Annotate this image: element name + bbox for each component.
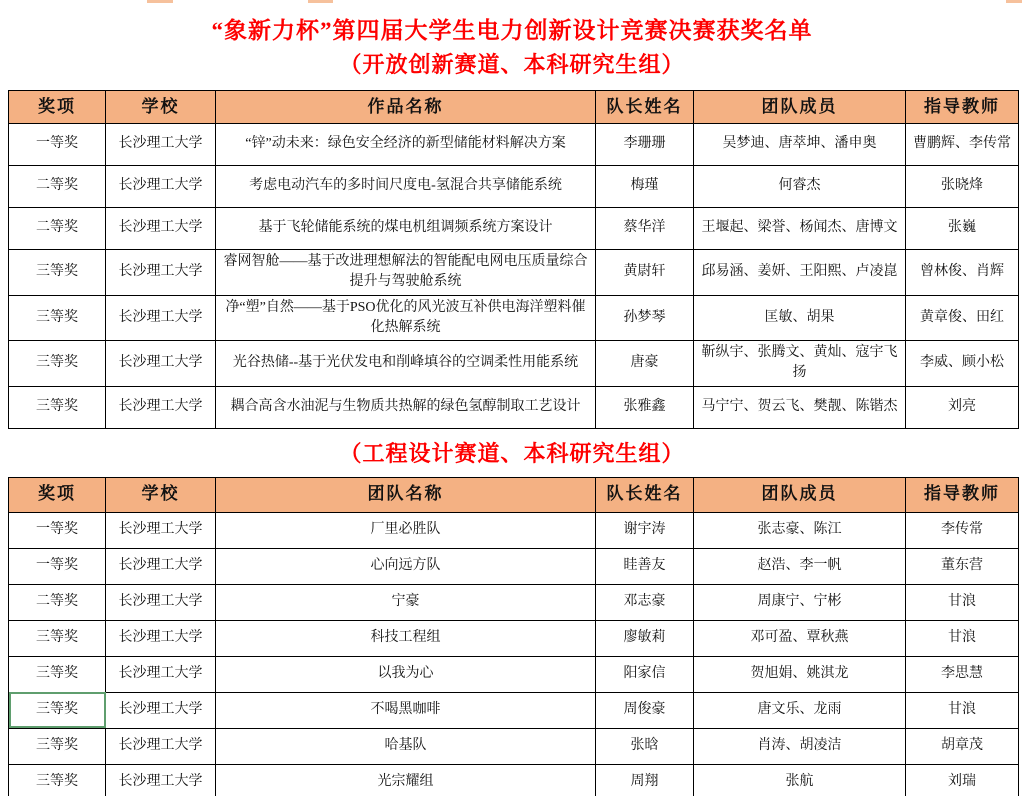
table-cell[interactable]: 甘浪 — [906, 584, 1019, 620]
table-cell[interactable]: 长沙理工大学 — [106, 341, 216, 387]
section-title: （工程设计赛道、本科研究生组） — [339, 441, 685, 467]
table-cell[interactable]: 李威、顾小松 — [906, 341, 1019, 387]
table-cell[interactable]: 长沙理工大学 — [106, 728, 216, 764]
table-cell[interactable]: 廖敏莉 — [596, 620, 694, 656]
table-cell[interactable]: 长沙理工大学 — [106, 295, 216, 341]
table-cell[interactable]: 甘浪 — [906, 692, 1019, 728]
table-cell[interactable]: 董东营 — [906, 548, 1019, 584]
top-edge-gridline-strip — [0, 0, 1024, 4]
table-cell[interactable]: 周康宁、宁彬 — [694, 584, 906, 620]
table-cell[interactable]: 三等奖 — [9, 386, 106, 428]
table-cell[interactable]: 唐文乐、龙雨 — [694, 692, 906, 728]
column-header[interactable]: 团队名称 — [216, 477, 596, 512]
table-cell[interactable]: 邓可盈、覃秋燕 — [694, 620, 906, 656]
table-row — [9, 208, 1019, 250]
table-cell[interactable]: 不喝黑咖啡 — [216, 692, 596, 728]
table-cell[interactable]: 王堰起、梁誉、杨闻杰、唐博文 — [694, 208, 906, 250]
table-cell[interactable]: 长沙理工大学 — [106, 124, 216, 166]
selected-cell[interactable]: 三等奖 — [9, 692, 106, 728]
table-cell[interactable]: 长沙理工大学 — [106, 764, 216, 796]
table-cell[interactable]: 蔡华洋 — [596, 208, 694, 250]
table-cell[interactable]: 宁豪 — [216, 584, 596, 620]
table-cell[interactable]: 长沙理工大学 — [106, 250, 216, 296]
table-cell[interactable]: 三等奖 — [9, 341, 106, 387]
table-row — [9, 250, 1019, 296]
table-cell[interactable]: 张巍 — [906, 208, 1019, 250]
table-cell[interactable]: 邱易涵、姜妍、王阳熙、卢凌崑 — [694, 250, 906, 296]
table-header-row — [9, 91, 1019, 124]
table-row — [9, 692, 1019, 728]
table-cell[interactable]: 长沙理工大学 — [106, 620, 216, 656]
table-cell[interactable]: 周翔 — [596, 764, 694, 796]
table-row — [9, 124, 1019, 166]
table-cell[interactable]: 肖涛、胡凌洁 — [694, 728, 906, 764]
table-row — [9, 341, 1019, 387]
table-cell[interactable]: 三等奖 — [9, 620, 106, 656]
table-cell[interactable]: 吴梦迪、唐萃坤、潘申奥 — [694, 124, 906, 166]
table-cell[interactable]: 张志豪、陈江 — [694, 512, 906, 548]
table-cell[interactable]: 黄章俊、田红 — [906, 295, 1019, 341]
table-cell[interactable]: 三等奖 — [9, 250, 106, 296]
table-cell[interactable]: 基于飞轮储能系统的煤电机组调频系统方案设计 — [216, 208, 596, 250]
table-cell[interactable]: 何睿杰 — [694, 166, 906, 208]
table-cell[interactable]: 贺旭娟、姚淇龙 — [694, 656, 906, 692]
table-row — [9, 620, 1019, 656]
table-cell[interactable]: 李思慧 — [906, 656, 1019, 692]
column-header[interactable]: 学校 — [106, 91, 216, 124]
table-row — [9, 295, 1019, 341]
table-cell[interactable]: 张晗 — [596, 728, 694, 764]
column-header[interactable]: 奖项 — [9, 477, 106, 512]
table-row — [9, 166, 1019, 208]
table-cell[interactable]: 三等奖 — [9, 656, 106, 692]
table-cell[interactable]: 耦合高含水油泥与生物质共热解的绿色氢醇制取工艺设计 — [216, 386, 596, 428]
table-cell[interactable]: 李传常 — [906, 512, 1019, 548]
column-header[interactable]: 指导教师 — [906, 477, 1019, 512]
table-row — [9, 656, 1019, 692]
table-cell[interactable]: 心向远方队 — [216, 548, 596, 584]
top-edge-artifact — [308, 0, 333, 3]
table-row — [9, 386, 1019, 428]
column-header[interactable]: 队长姓名 — [596, 91, 694, 124]
table-cell[interactable]: 以我为心 — [216, 656, 596, 692]
table-cell[interactable]: 黄尉轩 — [596, 250, 694, 296]
table-cell[interactable]: 邓志豪 — [596, 584, 694, 620]
table-cell[interactable]: 三等奖 — [9, 728, 106, 764]
table-cell[interactable]: 匡敏、胡果 — [694, 295, 906, 341]
column-header[interactable]: 团队成员 — [694, 91, 906, 124]
table-cell[interactable]: 一等奖 — [9, 124, 106, 166]
table-row — [9, 728, 1019, 764]
table-cell[interactable]: 长沙理工大学 — [106, 584, 216, 620]
title-line-2: （开放创新赛道、本科研究生组） — [339, 51, 685, 77]
table-cell[interactable]: 睿网智舱——基于改进理想解法的智能配电网电压质量综合提升与驾驶舱系统 — [216, 250, 596, 296]
table-cell[interactable]: 张雅鑫 — [596, 386, 694, 428]
table-body — [9, 512, 1019, 796]
table-cell[interactable]: 二等奖 — [9, 166, 106, 208]
header-row — [9, 477, 1019, 512]
header-row — [9, 91, 1019, 124]
table-cell[interactable]: 哈基队 — [216, 728, 596, 764]
table-cell[interactable]: 马宁宁、贺云飞、樊靓、陈锴杰 — [694, 386, 906, 428]
table-cell[interactable]: 刘瑞 — [906, 764, 1019, 796]
table-cell[interactable]: 三等奖 — [9, 764, 106, 796]
awards-table-engineering-design — [8, 477, 1019, 796]
column-header[interactable]: 奖项 — [9, 91, 106, 124]
table-row — [9, 584, 1019, 620]
table-cell[interactable]: 谢宇涛 — [596, 512, 694, 548]
column-header[interactable]: 指导教师 — [906, 91, 1019, 124]
top-edge-artifact — [147, 0, 173, 3]
table-cell[interactable]: 曾林俊、肖辉 — [906, 250, 1019, 296]
table-cell[interactable]: 胡章茂 — [906, 728, 1019, 764]
table-header-row — [9, 477, 1019, 512]
table-cell[interactable]: 一等奖 — [9, 512, 106, 548]
table-cell[interactable]: 长沙理工大学 — [106, 548, 216, 584]
table-cell[interactable]: 周俊豪 — [596, 692, 694, 728]
table-cell[interactable]: 长沙理工大学 — [106, 208, 216, 250]
column-header[interactable]: 队长姓名 — [596, 477, 694, 512]
title-line-1: “象新力杯”第四届大学生电力创新设计竞赛决赛获奖名单 — [211, 18, 813, 44]
table-cell[interactable]: 三等奖 — [9, 295, 106, 341]
column-header[interactable]: 学校 — [106, 477, 216, 512]
top-edge-artifact — [1006, 0, 1022, 3]
table-cell[interactable]: 光谷热储--基于光伏发电和削峰填谷的空调柔性用能系统 — [216, 341, 596, 387]
awards-table-open-innovation — [8, 90, 1019, 429]
column-header[interactable]: 团队成员 — [694, 477, 906, 512]
table-cell[interactable]: 孙梦琴 — [596, 295, 694, 341]
table-cell[interactable]: 赵浩、李一帆 — [694, 548, 906, 584]
table-cell[interactable]: 梅瑾 — [596, 166, 694, 208]
table-cell[interactable]: 厂里必胜队 — [216, 512, 596, 548]
table-row — [9, 512, 1019, 548]
table-cell[interactable]: 一等奖 — [9, 548, 106, 584]
table-cell[interactable]: 二等奖 — [9, 584, 106, 620]
table-cell[interactable]: 唐豪 — [596, 341, 694, 387]
table-cell[interactable]: 长沙理工大学 — [106, 512, 216, 548]
table-cell[interactable]: 光宗耀组 — [216, 764, 596, 796]
table-cell[interactable]: 长沙理工大学 — [106, 692, 216, 728]
table-cell[interactable]: 靳纵宇、张腾文、黄灿、寇宇飞扬 — [694, 341, 906, 387]
table-cell[interactable]: 科技工程组 — [216, 620, 596, 656]
table-cell[interactable]: “锌”动未来：绿色安全经济的新型储能材料解决方案 — [216, 124, 596, 166]
table-cell[interactable]: 长沙理工大学 — [106, 386, 216, 428]
table-cell[interactable]: 张晓烽 — [906, 166, 1019, 208]
table-cell[interactable]: 考虑电动汽车的多时间尺度电-氢混合共享储能系统 — [216, 166, 596, 208]
table-cell[interactable]: 阳家信 — [596, 656, 694, 692]
table-row — [9, 548, 1019, 584]
table-cell[interactable]: 长沙理工大学 — [106, 166, 216, 208]
table-cell[interactable]: 曹鹏辉、李传常 — [906, 124, 1019, 166]
table-cell[interactable]: 甘浪 — [906, 620, 1019, 656]
table-cell[interactable]: 李珊珊 — [596, 124, 694, 166]
table-cell[interactable]: 刘亮 — [906, 386, 1019, 428]
table-cell[interactable]: 二等奖 — [9, 208, 106, 250]
table-body — [9, 124, 1019, 429]
table-cell[interactable]: 净“塑”自然——基于PSO优化的风光波互补供电海洋塑料催化热解系统 — [216, 295, 596, 341]
document-title — [0, 4, 1024, 90]
table-cell[interactable]: 眭善友 — [596, 548, 694, 584]
table-row — [9, 764, 1019, 796]
column-header[interactable]: 作品名称 — [216, 91, 596, 124]
table-cell[interactable]: 张航 — [694, 764, 906, 796]
table-cell[interactable]: 长沙理工大学 — [106, 656, 216, 692]
